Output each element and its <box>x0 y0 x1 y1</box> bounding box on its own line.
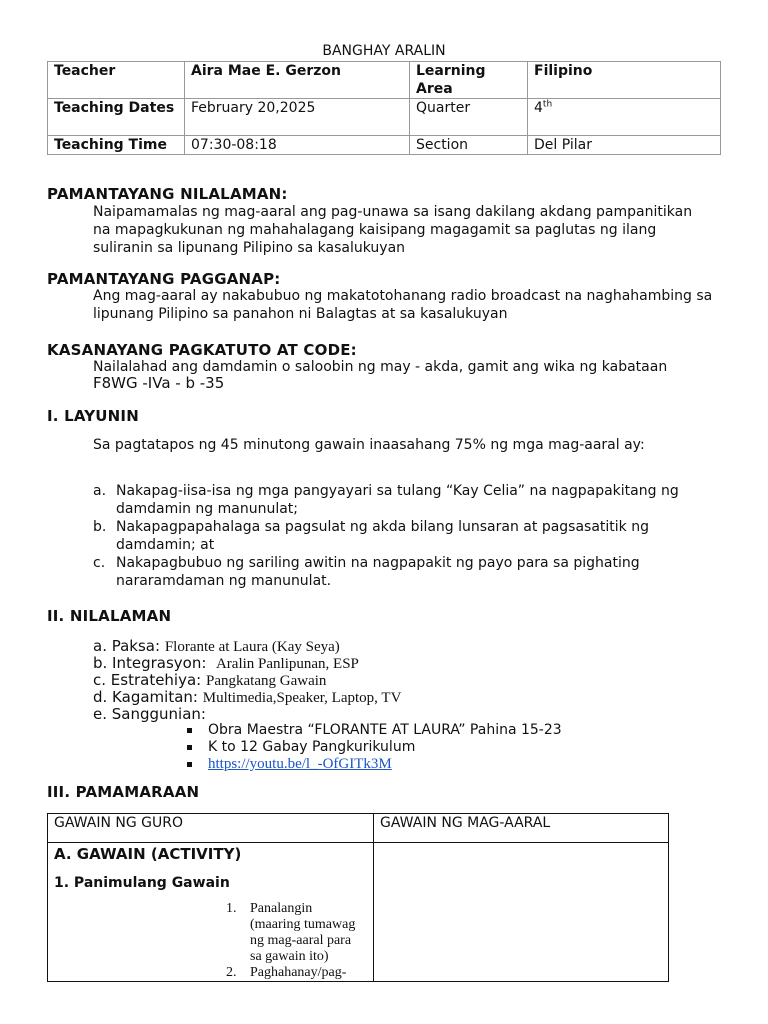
layunin-heading: I. LAYUNIN <box>47 407 139 425</box>
kagamitan-row <box>93 689 693 706</box>
reference-text: K to 12 Gabay Pangkurikulum <box>208 739 416 755</box>
time-label: Teaching Time <box>48 136 185 155</box>
integrasyon-label: b. Integrasyon: <box>93 654 207 672</box>
pamamaraan-table <box>47 813 669 982</box>
pagganap-text: Ang mag-aaral ay nakabubuo ng makatotohanang radio broadcast na naghahambing sa lipunang Pilipino sa panahon ni Balagtas at sa kasalukuyan <box>93 288 713 322</box>
list-item <box>93 554 713 590</box>
list-letter: c. <box>93 555 106 571</box>
youtube-link[interactable]: https://youtu.be/l_-OfGITk3M <box>208 756 392 772</box>
estratehiya-value: Pangkatang Gawain <box>206 673 327 689</box>
info-table <box>47 61 721 155</box>
step-text: Paghahanay/pag- <box>250 965 347 980</box>
sanggunian-list <box>185 722 705 773</box>
reference-text: Obra Maestra “FLORANTE AT LAURA” Pahina 15-23 <box>208 722 562 738</box>
kasanayan-text: Nailalahad ang damdamin o saloobin ng may - akda, gamit ang wika ng kabataan <box>93 359 668 375</box>
section-value: Del Pilar <box>528 136 721 155</box>
list-item <box>226 965 367 981</box>
integrasyon-value: Aralin Panlipunan, ESP <box>215 656 359 672</box>
layunin-list <box>93 482 713 590</box>
list-item <box>93 518 713 554</box>
list-item <box>185 722 705 739</box>
nilalaman-text: Naipamamalas ng mag-aaral ang pag-unawa sa isang dakilang akdang pampanitikan na mapagkukunan ng mahahalagang kaisipang magagamit sa paglutas ng ilang suliranin sa lipunang Pilipino sa kasalukuyan <box>93 204 693 256</box>
pamamaraan-heading: III. PAMAMARAAN <box>47 783 200 801</box>
bullet-icon <box>185 739 208 756</box>
integrasyon-row <box>93 655 693 672</box>
section-label: Section <box>410 136 528 155</box>
guro-cell <box>48 843 374 982</box>
col-header-magaaral: GAWAIN NG MAG-AARAL <box>374 814 669 843</box>
layunin-intro: Sa pagtatapos ng 45 minutong gawain inaasahang 75% ng mga mag-aaral ay: <box>93 437 645 453</box>
step-text: Panalangin (maaring tumawag ng mag-aaral para sa gawain ito) <box>250 901 356 964</box>
bullet-icon <box>185 756 208 773</box>
paksa-row <box>93 638 693 655</box>
nilalaman-heading: PAMANTAYANG NILALAMAN: <box>47 185 288 203</box>
quarter-suffix: th <box>542 99 553 110</box>
list-text: Nakapagpapahalaga sa pagsulat ng akda bilang lunsaran at pagsasatitik ng damdamin; at <box>116 519 649 553</box>
dates-value: February 20,2025 <box>185 99 410 136</box>
nilalaman2-heading: II. NILALAMAN <box>47 607 172 625</box>
list-letter: a. <box>93 483 107 499</box>
paksa-value: Florante at Laura (Kay Seya) <box>164 639 340 655</box>
list-item <box>185 756 705 773</box>
paksa-label: a. Paksa: <box>93 637 161 655</box>
list-item <box>226 901 367 965</box>
teacher-label: Teacher <box>48 62 185 99</box>
sanggunian-row <box>93 706 693 723</box>
bullet-icon <box>185 722 208 739</box>
step-number: 2. <box>226 965 237 980</box>
sanggunian-label: e. Sanggunian: <box>93 705 206 723</box>
estratehiya-row <box>93 672 693 689</box>
time-value: 07:30-08:18 <box>185 136 410 155</box>
panimula-heading: 1. Panimulang Gawain <box>54 875 230 891</box>
col-header-guro: GAWAIN NG GURO <box>48 814 374 843</box>
list-item <box>185 739 705 756</box>
learning-area-label: Learning Area <box>410 62 528 99</box>
pagganap-heading: PAMANTAYANG PAGGANAP: <box>47 270 281 288</box>
dates-label: Teaching Dates <box>48 99 185 136</box>
nilalaman2-list <box>93 638 693 723</box>
kasanayan-code: F8WG -IVa - b -35 <box>93 374 225 392</box>
kasanayan-heading: KASANAYANG PAGKATUTO AT CODE: <box>47 341 357 359</box>
estratehiya-label: c. Estratehiya: <box>93 671 202 689</box>
learning-area-value: Filipino <box>528 62 721 99</box>
list-item <box>93 482 713 518</box>
teacher-value: Aira Mae E. Gerzon <box>185 62 410 99</box>
list-text: Nakapagbubuo ng sariling awitin na nagpapakit ng payo para sa pighating nararamdaman ng manunulat. <box>116 555 640 589</box>
activity-heading: A. GAWAIN (ACTIVITY) <box>54 845 242 863</box>
list-letter: b. <box>93 519 107 535</box>
quarter-cell <box>528 99 721 136</box>
step-number: 1. <box>226 901 237 916</box>
magaaral-cell <box>374 843 669 982</box>
quarter-value: 4 <box>534 100 543 116</box>
document-title: BANGHAY ARALIN <box>322 43 446 59</box>
kagamitan-label: d. Kagamitan: <box>93 688 198 706</box>
kagamitan-value: Multimedia,Speaker, Laptop, TV <box>202 690 402 706</box>
steps-list <box>226 901 367 981</box>
quarter-label: Quarter <box>410 99 528 136</box>
list-text: Nakapag-iisa-isa ng mga pangyayari sa tulang “Kay Celia” na nagpapakitang ng damdamin ng manunulat; <box>116 483 679 517</box>
